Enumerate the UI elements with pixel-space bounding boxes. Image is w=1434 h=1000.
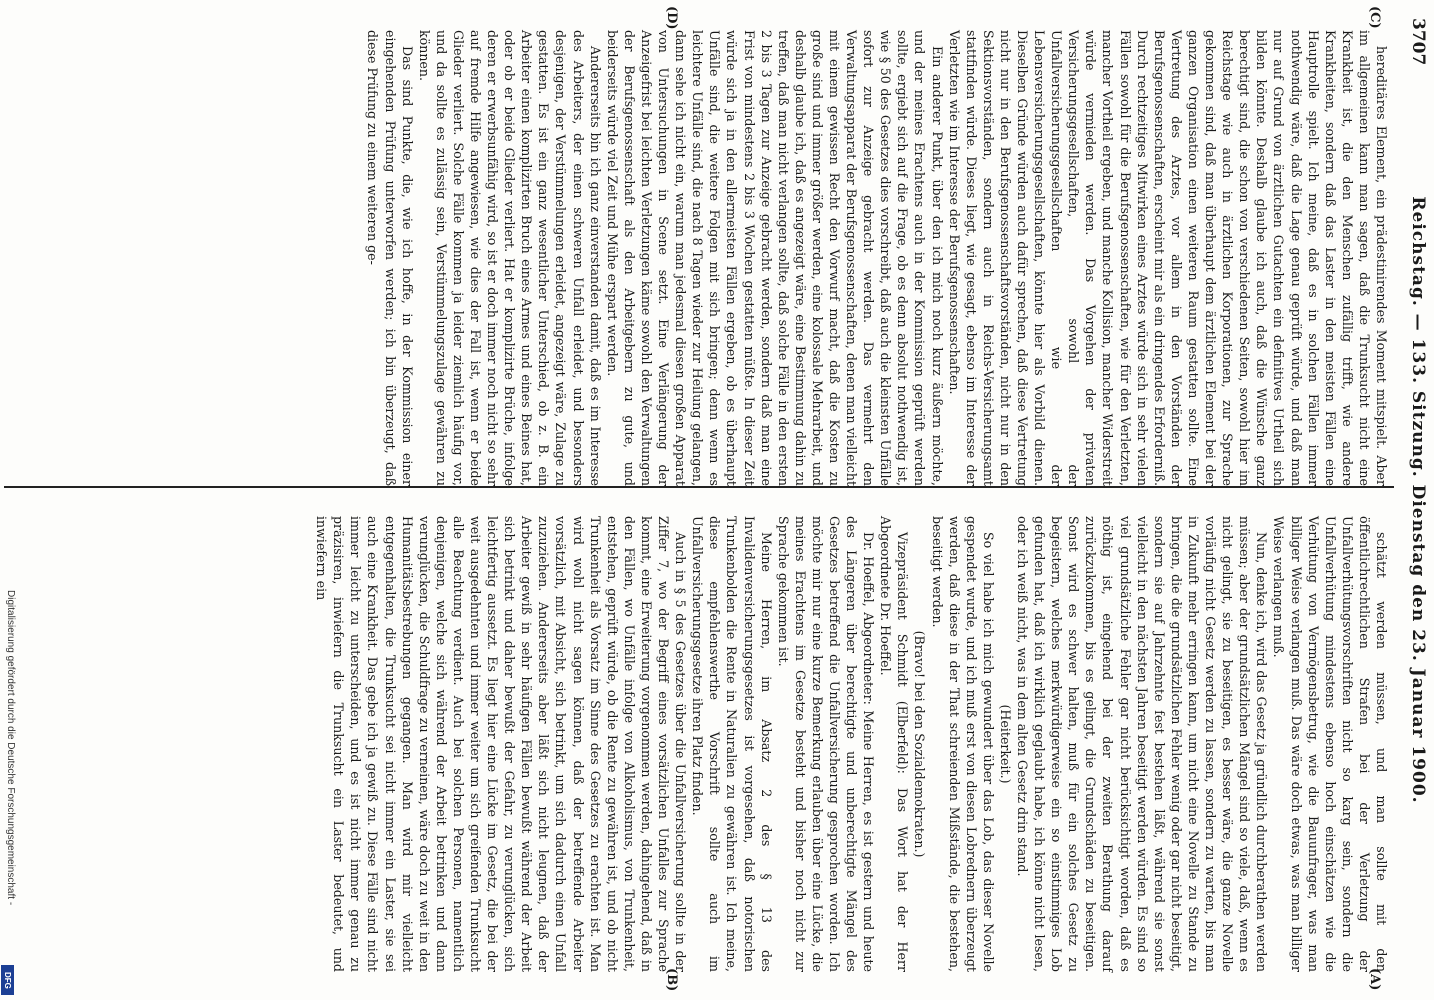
left-text-column xyxy=(364,30,1390,486)
margin-mark-c: (C) xyxy=(1367,6,1382,29)
page-number: 3707 xyxy=(1408,18,1428,66)
stage-direction: (Heiterkeit.) xyxy=(997,704,1013,784)
page-header xyxy=(1394,0,1434,1000)
paragraph: schätzt werden müssen, und man sollte mit den öffentlichrechtlichen Strafen bei der Verletzung der Unfallverhütungsvorschriften nicht so karg sein, sondern die Unfallverhütung mindestens ebenso hoch einschätzen wie die Verhütung von Vermögensbetrug, wie die Bauunfrager, was man billiger Weise verlangen muß. Das wäre doch etwas, was man billiger Weise verlangen muß. xyxy=(1271,516,1389,972)
paragraph: Andererseits bin ich ganz einverstanden damit, daß es im Interesse des Arbeiters, der einen schweren Unfall erleidet, und besonders desjenigen, der Verstümmelungen erleidet, angezeigt wäre, Zulage zu gestatten. Es ist ein ganz wesentlicher Unterschied, ob z. B. ein Arbeiter einen komplizirten Bruch eines Armes und eines Beines hat, oder ob er beide Glieder verliert. Hat er komplizirte Brüche, infolge deren er erwerbsunfähig wird, so ist er doch immer noch nicht so sehr auf fremde Hilfe angewiesen, wie dies der Fall ist, wenn er beide Glieder verliert. Solche Fälle kommen ja leider ziemlich häufig vor, und da sollte es zulässig sein, Verstümmelungszulage gewähren zu können. xyxy=(416,30,603,486)
margin-mark-d: (D) xyxy=(664,6,679,30)
stage-direction: (Bravo! bei den Sozialdemokraten.) xyxy=(912,630,928,858)
right-text-column xyxy=(313,516,1390,972)
dfg-logo: DFG xyxy=(1,965,14,995)
margin-mark-a: (A) xyxy=(1367,968,1382,991)
running-head: Reichstag. — 133. Sitzung. Dienstag den 23. Januar 1900. xyxy=(1408,196,1428,804)
paragraph: So viel habe ich mich gewundert über das Lob, das dieser Novelle gespendet wurde, und ich muß erst von diesen Lobrednern überzeugt werden, daß diese in der That schreienden Mißstände, die bestehen, beseitigt werden. xyxy=(929,516,996,972)
paragraph: Dr. Hoeffel, Abgeordneter: Meine Herren, es ist gestern und heute des Längeren über berechtigte und unberechtigte Mängel des Gesetzes betreffend die Unfallversicherung gesprochen worden. Ich möchte mir nur eine kurze Bemerkung erlauben über eine Lücke, die meines Erachtens im Gesetze besteht und bisher noch nicht zur Sprache gekommen ist. xyxy=(775,516,877,972)
paragraph: hereditäres Element, ein prädestinirendes Moment mitspielt. Aber im allgemeinen kann man sagen, daß die Trunksucht nicht eine Krankheit ist, die den Menschen zufällig trifft, wie andere Krankheiten, sondern daß das Laster in den meisten Fällen eine Hauptrolle spielt. Ich meine, daß es in solchen Fällen immer nothwendig wäre, daß die Lage genau geprüft würde, und daß man nur auf Grund von ärztlichen Gutachten ein definitives Urtheil sich bilden könnte. Deshalb glaube ich auch, daß die Wünsche ganz berechtigt sind, die schon von verschiedenen Seiten, sowohl hier im Reichstage wie auch in ärztlichen Korporationen, zur Sprache gekommen sind, daß man überhaupt dem ärztlichen Element bei der ganzen Organisation einen weiteren Raum gestatten sollte. Eine Vertretung des Arztes, vor allem in den Vorständen der Berufsgenossenschaften, erscheint mir als ein dringendes Erforderniß. Durch rechtzeitiges Mitwirken eines Arztes würde sich in sehr vielen Fällen sowohl für die Berufsgenossenschaften, wie für den Verletzten, mancher Vortheil ergeben, und manche Kollision, mancher Widerstreit würde vermieden werden. Das Vorgehen der privaten Versicherungsgesellschaften, sowohl der Unfallversicherungsgesellschaften wie der Lebensversicherungsgesellschaften, könnte hier als Vorbild dienen. Dieselben Gründe würden auch dafür sprechen, daß diese Vertretung nicht nur in den Berufsgenossenschaftsvorständen, nicht nur in den Sektionsvorständen, sondern auch in Reichs-Versicherungsamt stattfinden würde. Dieses liegt, wie gesagt, ebenso im Interesse der Verletzten wie im Interesse der Berufsgenossenschaften. xyxy=(946,30,1389,486)
paragraph: Ein anderer Punkt, über den ich mich noch kurz äußern möchte, und der meines Erachtens auch in der Kommission geprüft werden sollte, ergiebt sich auf die Frage, ob es denn absolut nothwendig ist, wie § 50 des Gesetzes dies vorschreibt, daß auch die kleinsten Unfälle sofort zur Anzeige gebracht werden. Das vermehrt den Verwaltungsapparat der Berufsgenossenschaften, denen man vielleicht mit einem gewissen Recht den Vorwurf macht, daß die Kosten zu große sind und immer größer werden, eine kolossale Mehrarbeit, und deshalb glaube ich, daß es angezeigt wäre, eine Bestimmung dahin zu treffen, daß man nicht verlangen sollte, daß solche Fälle in den ersten 2 bis 3 Tagen zur Anzeige gebracht werden, sondern daß man eine Frist von mindestens 2 bis 3 Wochen gestatten müßte. In dieser Zeit würde sich ja in den allermeisten Fällen ergeben, ob es überhaupt Unfälle sind, die weitere Folgen mit sich bringen; denn wenn es leichtere Unfälle sind, die nach 8 Tagen wieder zur Heilung gelangen, dann sehe ich nicht ein, warum man jedesmal diesen großen Apparat von Untersuchungen in Scene setzt. Eine Verlängerung der Anzeigefrist bei leichten Verletzungen käme sowohl den Verwaltungen der Berufsgenossenschaft als den Arbeitgebern zu gute, und beiderseits würde viel Zeit und Mühe erspart werden. xyxy=(604,30,945,487)
column-divider xyxy=(4,486,1394,488)
margin-mark-b: (B) xyxy=(664,968,679,992)
paragraph: Vizepräsident Schmidt (Elberfeld): Das Wort hat der Herr Abgeordnete Dr. Hoeffel. xyxy=(878,516,911,972)
paragraph: Meine Herren, im Absatz 2 des § 13 des Invalidenversicherungsgesetzes ist vorgesehen, daß notorischen Trunkenbolden die Rente in Naturalien zu gewähren ist. Ich meine, diese empfehlenswerthe Vorschrift sollte auch im Unfallversicherungsgesetze ihren Platz finden. xyxy=(690,516,774,972)
paragraph: Auch in § 5 des Gesetzes über die Unfallversicherung sollte in der Ziffer 7, wo der Begriff eines vorsätzlichen Unfalles zur Sprache kommt, eine Erweiterung vorgenommen werden, dahingehend, daß in den Fällen, wo Unfälle infolge von Alkoholismus, von Trunkenheit, entstehen, geprüft würde, ob die Rente zu gewähren ist, und ob nicht Trunkenheit als Vorsatz im Sinne des Gesetzes zu erachten ist. Man wird wohl nicht sagen können, daß der betreffende Arbeiter vorsätzlich, mit Absicht, sich betrinkt, um sich dadurch einen Unfall zuzuziehen. Andererseits aber läßt sich nicht leugnen, daß der Arbeiter gewiß in sehr häufigen Fällen bewußt während der Arbeit sich betrinkt und daher bewußt der Gefahr, zu verunglücken, sich leichtfertig aussetzt. Es liegt hier eine Lücke im Gesetz, die bei der weit ausgedehnten und immer weiter um sich greifenden Trunksucht alle Beachtung verdient. Auch bei solchen Personen, namentlich denjenigen, welche sich während der Arbeit betrinken und dann verunglücken, die Schuldfrage zu verneinen, wäre doch zu weit in den Humanitätsbestrebungen gegangen. Man wird mir vielleicht entgegenhalten, die Trunksucht sei nicht immer ein Laster, sie sei auch eine Krankheit. Das gebe ich ja gewiß zu. Diese Fälle sind nicht immer leicht zu unterscheiden, und es ist nicht immer genau zu präzisiren, inwiefern die Trunksucht ein Laster bedeutet, und inwiefern ein xyxy=(314,516,689,972)
digitization-credit xyxy=(2,590,16,990)
paragraph: Nun, denke ich, wird das Gesetz ja gründlich durchberathen werden müssen; aber der grundsätzlichen Mängel sind so viele, daß, wenn es nicht gelingt, sie zu beseitigen, es besser wäre, die ganze Novelle vorläufig nicht Gesetz werden zu lassen, sondern zu warten, bis man in Zukunft mehr erringen kann, um nicht eine Novelle zu Stande zu bringen, die die grundsätzlichen Fehler wenig oder gar nicht beseitigt, sondern sie auf Jahrzehnte fest bestehen läßt, während sie sonst vielleicht in den nächsten Jahren beseitigt werden würden. Es sind so viel grundsätzliche Fehler gar nicht berücksichtigt worden, daß es nöthig ist, eingehend bei der zweiten Berathung darauf zurückzukommen, bis es gelingt, die Grundschäden zu beseitigen. Sonst wird es schwer halten, muß für ein solches Gesetz zu begeistern, welches merkwürdigerweise ein so einstimmiges Lob gefunden hat, daß ich wirklich geglaubt habe, ich könne nicht lesen, oder ich weiß nicht, was in dem alten Gesetz drin stand. xyxy=(1015,516,1270,972)
paragraph: Das sind Punkte, die, wie ich hoffe, in der Kommission einer eingehenden Prüfung unterworfen werden; ich bin überzeugt, daß diese Prüfung zu einem weiteren ge- xyxy=(365,30,415,486)
credit-text: Digitalisierung gefördert durch die Deutsche Forschungsgemeinschaft - xyxy=(5,590,16,906)
